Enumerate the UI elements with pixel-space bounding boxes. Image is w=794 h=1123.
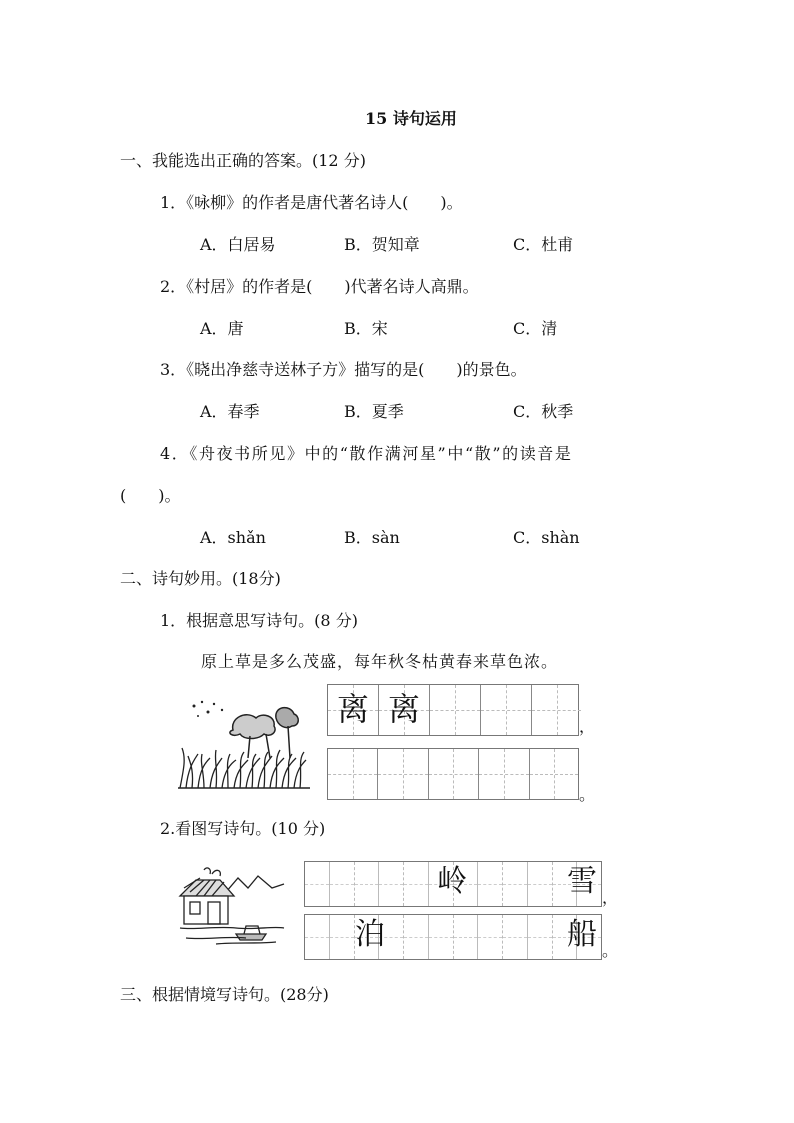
section-3-heading: 三、根据情境写诗句。(28分) (120, 985, 329, 1004)
river-house-illustration (176, 866, 286, 946)
question-4-option-b[interactable]: B．sàn (344, 528, 400, 547)
row-2-punctuation: 。 (579, 785, 596, 804)
grid-char: 岭 (437, 864, 467, 899)
question-2-option-a[interactable]: A．唐 (200, 319, 244, 338)
answer-grid-row-2[interactable] (327, 748, 579, 800)
question-3-stem: 3．《晓出净慈寺送林子方》描写的是( )的景色。 (160, 360, 527, 379)
grid-char: 船 (567, 917, 597, 952)
page-title: 15 诗句运用 (365, 109, 457, 128)
grid-char: 雪 (567, 864, 597, 899)
row-1-punctuation: ， (579, 717, 596, 736)
question-1-option-b[interactable]: B．贺知章 (344, 235, 420, 254)
question-1-option-c[interactable]: C．杜甫 (513, 235, 574, 254)
poem-meaning-hint: 原上草是多么茂盛，每年秋冬枯黄春来草色浓。 (201, 652, 559, 671)
question-2-option-b[interactable]: B．宋 (344, 319, 388, 338)
question-4-option-a[interactable]: A．shǎn (200, 528, 266, 547)
row-3-punctuation: ， (602, 888, 619, 907)
answer-grid-row-3[interactable] (304, 861, 602, 907)
grid-char: 离 (388, 690, 421, 728)
grass-illustration (178, 698, 310, 790)
question-1-stem: 1．《咏柳》的作者是唐代著名诗人( )。 (160, 193, 463, 212)
question-3-option-a[interactable]: A．春季 (200, 402, 260, 421)
question-3-option-b[interactable]: B．夏季 (344, 402, 404, 421)
answer-grid-row-1[interactable] (327, 684, 579, 736)
section-2-question-1-stem: 1．根据意思写诗句。(8 分) (160, 611, 358, 630)
question-1-option-a[interactable]: A．白居易 (200, 235, 276, 254)
question-2-stem: 2．《村居》的作者是( )代著名诗人高鼎。 (160, 277, 479, 296)
question-2-option-c[interactable]: C．清 (513, 319, 558, 338)
section-2-question-2-stem: 2.看图写诗句。(10 分) (160, 819, 326, 838)
section-2-heading: 二、诗句妙用。(18分) (120, 569, 281, 588)
row-4-punctuation: 。 (602, 941, 619, 960)
question-4-stem-continued: ( )。 (120, 486, 181, 505)
question-4-option-c[interactable]: C．shàn (513, 528, 580, 547)
question-4-stem: 4．《舟夜书所见》中的“散作满河星”中“散”的读音是 (160, 444, 573, 463)
question-3-option-c[interactable]: C．秋季 (513, 402, 574, 421)
answer-grid-row-4[interactable] (304, 914, 602, 960)
grid-char: 泊 (355, 917, 385, 952)
grid-char: 离 (337, 690, 370, 728)
section-1-heading: 一、我能选出正确的答案。(12 分) (120, 151, 366, 170)
